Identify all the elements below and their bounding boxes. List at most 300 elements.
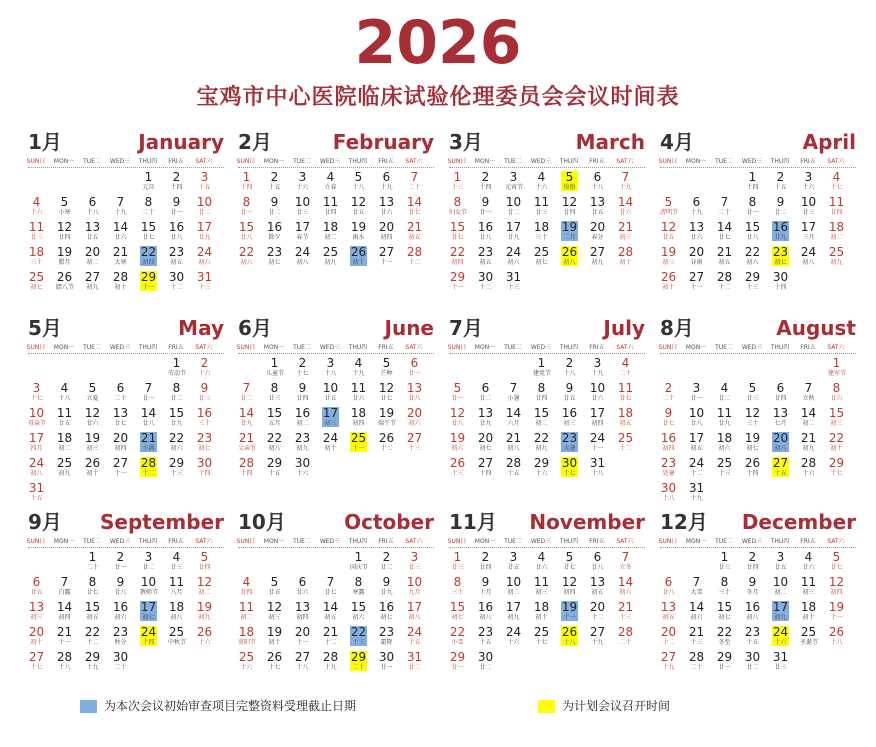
weekday-label: MON一: [474, 158, 496, 165]
day-number: 18: [28, 245, 45, 259]
month-name-en: January: [138, 130, 224, 154]
day-cell: [406, 221, 423, 241]
lunar-date: 腊八节: [56, 284, 75, 291]
day-number: 13: [589, 575, 606, 589]
month-header: [449, 314, 645, 344]
lunar-date: 十五: [479, 639, 492, 646]
day-cell: [28, 221, 45, 241]
day-cell: [688, 221, 705, 241]
month-name-en: May: [178, 316, 224, 340]
day-cell: [505, 626, 522, 646]
day-number: 4: [326, 170, 335, 184]
day-cell: [800, 601, 817, 621]
day-number: 14: [406, 195, 423, 209]
lunar-date: 十三: [718, 470, 731, 477]
day-number: 26: [350, 245, 367, 259]
day-number: 6: [481, 381, 490, 395]
day-number: 26: [561, 245, 578, 259]
day-number: 10: [772, 575, 789, 589]
day-number: 3: [509, 550, 518, 564]
day-number: 5: [88, 381, 97, 395]
day-number: 6: [593, 550, 602, 564]
lunar-date: 廿三: [718, 564, 731, 571]
day-cell: [561, 357, 578, 377]
day-number: 7: [116, 195, 125, 209]
lunar-date: 廿二: [408, 664, 421, 671]
day-number: 3: [200, 170, 209, 184]
day-cell: [406, 576, 423, 596]
day-number: 15: [140, 220, 157, 234]
day-number: 19: [378, 406, 395, 420]
lunar-date: 十八: [86, 209, 99, 216]
day-number: 7: [692, 575, 701, 589]
day-cell: [561, 407, 578, 427]
day-cell: [140, 171, 157, 191]
day-cell: [294, 221, 311, 241]
lunar-date: 初二: [802, 420, 815, 427]
day-cell: [56, 576, 73, 596]
lunar-date: 二月: [563, 234, 576, 241]
weekday-label: MON一: [263, 158, 285, 165]
day-cell: [28, 626, 45, 646]
lunar-date: 廿六: [380, 209, 393, 216]
lunar-date: 初二: [86, 259, 99, 266]
day-cell: [505, 551, 522, 571]
day-cell: [378, 626, 395, 646]
weekday-label: TUE二: [715, 158, 733, 165]
day-number: 24: [800, 245, 817, 259]
lunar-date: 廿四: [830, 209, 843, 216]
day-cell: [28, 196, 45, 216]
day-cell: [350, 626, 367, 646]
weekday-label: SUN日: [447, 158, 467, 165]
day-cell: [84, 246, 101, 266]
day-number: 3: [410, 550, 419, 564]
day-cell: [477, 407, 494, 427]
weekday-label: FRI五: [378, 538, 394, 545]
day-number: 29: [140, 270, 157, 284]
weekday-label: THU四: [770, 158, 790, 165]
month-may: [26, 314, 224, 502]
lunar-date: 十八: [296, 664, 309, 671]
lunar-date: 初七: [451, 614, 464, 621]
lunar-date: 五月: [268, 420, 281, 427]
day-cell: [84, 651, 101, 671]
weekday-divider: [449, 353, 645, 354]
day-cell: [294, 626, 311, 646]
lunar-date: 初九: [591, 259, 604, 266]
day-cell: [688, 651, 705, 671]
day-number: 16: [196, 406, 213, 420]
day-cell: [828, 407, 845, 427]
weekday-label: WED三: [530, 538, 552, 545]
day-cell: [744, 171, 761, 191]
day-cell: [561, 382, 578, 402]
day-cell: [828, 382, 845, 402]
month-name-en: October: [344, 510, 434, 534]
day-number: 21: [56, 625, 73, 639]
lunar-date: 二十: [352, 664, 365, 671]
day-cell: [238, 382, 255, 402]
day-number: 23: [477, 625, 494, 639]
day-cell: [378, 601, 395, 621]
day-cell: [168, 457, 185, 477]
lunar-date: 初十: [662, 284, 675, 291]
lunar-date: 初十: [352, 259, 365, 266]
lunar-date: 廿一: [170, 209, 183, 216]
lunar-date: 元宵节: [505, 184, 524, 191]
lunar-date: 十一: [591, 445, 604, 452]
day-number: 8: [748, 195, 757, 209]
day-number: 11: [28, 220, 45, 234]
day-cell: [505, 221, 522, 241]
day-cell: [112, 576, 129, 596]
month-name-cn: 10月: [238, 510, 286, 534]
lunar-date: 大雪: [690, 589, 703, 596]
lunar-date: 清明节: [660, 209, 679, 216]
day-cell: [140, 601, 157, 621]
day-number: 15: [449, 600, 466, 614]
weekday-label: MON一: [474, 538, 496, 545]
day-number: 27: [477, 456, 494, 470]
lunar-date: 十四: [746, 184, 759, 191]
day-number: 7: [720, 195, 729, 209]
day-number: 29: [744, 270, 761, 284]
day-number: 1: [270, 356, 279, 370]
day-number: 12: [660, 220, 677, 234]
lunar-date: 十八: [58, 664, 71, 671]
day-cell: [168, 171, 185, 191]
day-cell: [350, 357, 367, 377]
lunar-date: 廿六: [619, 209, 632, 216]
weekday-label: TUE二: [293, 538, 311, 545]
lunar-date: 十八: [591, 470, 604, 477]
weekday-label: MON一: [53, 538, 75, 545]
day-cell: [477, 171, 494, 191]
day-cell: [449, 432, 466, 452]
lunar-date: 父亲节: [238, 445, 257, 452]
day-cell: [350, 246, 367, 266]
day-cell: [533, 171, 550, 191]
lunar-date: 大寒: [114, 259, 127, 266]
day-cell: [112, 271, 129, 291]
day-cell: [772, 626, 789, 646]
blue-swatch: [80, 700, 97, 713]
day-cell: [744, 626, 761, 646]
day-number: 15: [716, 600, 733, 614]
day-cell: [406, 551, 423, 571]
lunar-date: 十一: [142, 284, 155, 291]
lunar-date: 廿八: [591, 564, 604, 571]
day-number: 28: [688, 650, 705, 664]
month-name-cn: 7月: [449, 316, 483, 340]
day-cell: [266, 651, 283, 671]
day-cell: [449, 407, 466, 427]
day-cell: [660, 221, 677, 241]
month-name-cn: 4月: [660, 130, 694, 154]
day-cell: [238, 246, 255, 266]
day-number: 19: [449, 431, 466, 445]
lunar-date: 初六: [746, 259, 759, 266]
day-number: 8: [172, 381, 181, 395]
day-cell: [84, 601, 101, 621]
day-number: 29: [266, 456, 283, 470]
day-cell: [589, 432, 606, 452]
day-cell: [238, 171, 255, 191]
day-number: 10: [322, 381, 339, 395]
day-number: 18: [800, 600, 817, 614]
day-cell: [533, 551, 550, 571]
lunar-date: 廿七: [563, 564, 576, 571]
day-cell: [406, 626, 423, 646]
day-number: 19: [56, 245, 73, 259]
day-cell: [716, 626, 733, 646]
day-cell: [449, 271, 466, 291]
day-number: 4: [804, 550, 813, 564]
day-number: 13: [378, 195, 395, 209]
day-cell: [688, 271, 705, 291]
lunar-date: 九月: [408, 589, 421, 596]
weekday-label: THU四: [559, 344, 579, 351]
lunar-date: 初八: [563, 259, 576, 266]
lunar-date: 初六: [170, 445, 183, 452]
day-number: 7: [621, 550, 630, 564]
day-cell: [561, 551, 578, 571]
day-number: 28: [406, 245, 423, 259]
day-cell: [561, 457, 578, 477]
lunar-date: 廿四: [240, 589, 253, 596]
day-cell: [772, 246, 789, 266]
day-number: 28: [140, 456, 157, 470]
lunar-date: 廿四: [563, 209, 576, 216]
day-number: 29: [533, 456, 550, 470]
day-number: 2: [481, 550, 490, 564]
day-number: 11: [800, 575, 817, 589]
lunar-date: 廿二: [240, 395, 253, 402]
month-name-cn: 12月: [660, 510, 708, 534]
lunar-date: 廿二: [198, 209, 211, 216]
lunar-date: 二十: [408, 184, 421, 191]
day-number: 16: [378, 600, 395, 614]
lunar-date: 初七: [535, 259, 548, 266]
day-cell: [688, 576, 705, 596]
lunar-date: 十月: [479, 589, 492, 596]
day-cell: [84, 196, 101, 216]
day-number: 15: [744, 220, 761, 234]
day-cell: [449, 246, 466, 266]
lunar-date: 廿九: [380, 589, 393, 596]
weekday-divider: [660, 547, 856, 548]
weekday-label: SAT六: [616, 538, 634, 545]
year-title: 2026: [354, 8, 522, 78]
lunar-date: 三月: [802, 234, 815, 241]
weekday-label: SAT六: [827, 344, 845, 351]
day-number: 15: [168, 406, 185, 420]
day-cell: [28, 246, 45, 266]
day-number: 29: [449, 650, 466, 664]
day-number: 16: [660, 431, 677, 445]
lunar-date: 初九: [507, 614, 520, 621]
day-cell: [112, 407, 129, 427]
lunar-date: 廿一: [240, 209, 253, 216]
day-cell: [168, 221, 185, 241]
day-number: 20: [660, 625, 677, 639]
day-number: 31: [589, 456, 606, 470]
day-cell: [28, 407, 45, 427]
day-cell: [828, 601, 845, 621]
weekday-label: THU四: [138, 344, 158, 351]
day-cell: [716, 246, 733, 266]
day-number: 9: [481, 195, 490, 209]
lunar-date: 初三: [830, 420, 843, 427]
day-number: 7: [410, 170, 419, 184]
weekday-label: TUE二: [293, 158, 311, 165]
lunar-date: 劳动节: [168, 370, 187, 377]
lunar-date: 廿一: [142, 395, 155, 402]
day-cell: [716, 601, 733, 621]
lunar-date: 廿三: [198, 395, 211, 402]
lunar-date: 十三: [198, 284, 211, 291]
day-number: 21: [800, 431, 817, 445]
lunar-date: 十九: [324, 664, 337, 671]
day-cell: [477, 221, 494, 241]
day-cell: [505, 271, 522, 291]
lunar-date: 十五: [746, 639, 759, 646]
day-number: 4: [242, 575, 251, 589]
day-number: 17: [505, 220, 522, 234]
lunar-date: 十八: [324, 370, 337, 377]
day-number: 16: [477, 600, 494, 614]
day-cell: [533, 601, 550, 621]
day-number: 6: [692, 195, 701, 209]
day-cell: [561, 601, 578, 621]
lunar-date: 十三: [408, 445, 421, 452]
lunar-date: 初二: [240, 614, 253, 621]
weekday-label: FRI五: [800, 344, 816, 351]
day-number: 14: [56, 600, 73, 614]
day-number: 8: [537, 381, 546, 395]
day-cell: [617, 196, 634, 216]
day-cell: [772, 221, 789, 241]
day-number: 8: [453, 575, 462, 589]
day-cell: [168, 196, 185, 216]
lunar-date: 十一: [563, 614, 576, 621]
lunar-date: 初四: [296, 614, 309, 621]
day-number: 17: [406, 600, 423, 614]
weekday-label: MON一: [685, 344, 707, 351]
day-cell: [688, 601, 705, 621]
day-number: 23: [477, 245, 494, 259]
day-cell: [688, 382, 705, 402]
weekday-label: FRI五: [378, 344, 394, 351]
lunar-date: 初五: [86, 614, 99, 621]
day-cell: [322, 246, 339, 266]
lunar-date: 十六: [535, 184, 548, 191]
day-cell: [56, 601, 73, 621]
day-number: 23: [660, 456, 677, 470]
lunar-date: 初八: [774, 445, 787, 452]
day-number: 16: [561, 406, 578, 420]
day-number: 20: [28, 625, 45, 639]
lunar-date: 立春: [324, 184, 337, 191]
day-cell: [350, 171, 367, 191]
day-cell: [168, 407, 185, 427]
lunar-date: 二十: [619, 639, 632, 646]
day-number: 26: [378, 431, 395, 445]
day-number: 2: [200, 356, 209, 370]
day-cell: [449, 626, 466, 646]
day-cell: [84, 432, 101, 452]
day-cell: [449, 601, 466, 621]
lunar-date: 中秋节: [168, 639, 187, 646]
day-number: 30: [477, 270, 494, 284]
day-cell: [800, 382, 817, 402]
day-cell: [505, 457, 522, 477]
day-number: 7: [621, 170, 630, 184]
day-number: 5: [664, 195, 673, 209]
lunar-date: 初八: [507, 445, 520, 452]
day-cell: [772, 651, 789, 671]
weekday-label: MON一: [263, 344, 285, 351]
day-number: 5: [354, 170, 363, 184]
day-cell: [800, 432, 817, 452]
lunar-date: 三十: [30, 259, 43, 266]
weekday-label: SAT六: [616, 158, 634, 165]
month-header: [660, 508, 856, 538]
day-number: 17: [589, 406, 606, 420]
day-cell: [56, 651, 73, 671]
day-cell: [617, 626, 634, 646]
day-cell: [84, 576, 101, 596]
lunar-date: 初十: [830, 445, 843, 452]
day-number: 9: [116, 575, 125, 589]
day-number: 1: [748, 170, 757, 184]
month-header: [28, 128, 224, 158]
lunar-date: 初五: [170, 259, 183, 266]
day-number: 11: [533, 195, 550, 209]
weekday-label: THU四: [559, 538, 579, 545]
day-number: 22: [84, 625, 101, 639]
weekday-label: SUN日: [658, 538, 678, 545]
lunar-date: 廿七: [324, 589, 337, 596]
lunar-date: 十九: [114, 209, 127, 216]
day-number: 15: [266, 406, 283, 420]
lunar-date: 十二: [324, 639, 337, 646]
day-cell: [533, 576, 550, 596]
lunar-date: 廿五: [58, 420, 71, 427]
day-cell: [140, 271, 157, 291]
month-name-cn: 5月: [28, 316, 62, 340]
day-number: 29: [716, 650, 733, 664]
day-cell: [772, 271, 789, 291]
day-number: 19: [561, 600, 578, 614]
day-number: 25: [716, 456, 733, 470]
lunar-date: 初四: [830, 589, 843, 596]
weekday-label: MON一: [53, 344, 75, 351]
day-number: 20: [294, 625, 311, 639]
day-number: 21: [112, 245, 129, 259]
day-cell: [168, 432, 185, 452]
lunar-date: 十九: [591, 639, 604, 646]
lunar-date: 十二: [718, 284, 731, 291]
day-number: 23: [196, 431, 213, 445]
day-cell: [505, 576, 522, 596]
lunar-date: 十七: [830, 470, 843, 477]
lunar-date: 小寒: [58, 209, 71, 216]
day-number: 3: [776, 550, 785, 564]
weekday-divider: [660, 167, 856, 168]
lunar-date: 初四: [142, 259, 155, 266]
